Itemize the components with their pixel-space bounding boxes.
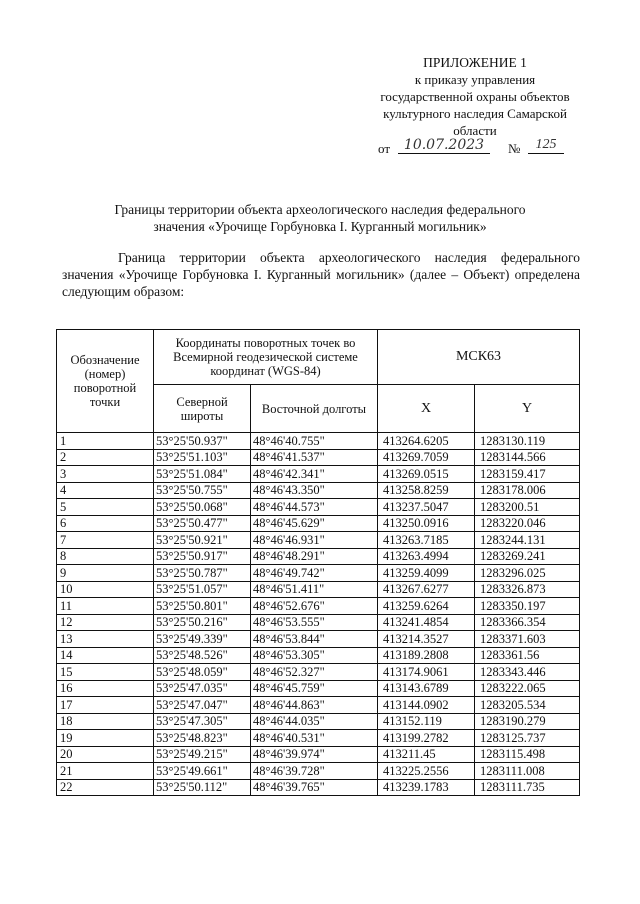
cell-x: 413237.5047	[378, 499, 475, 516]
cell-point-number: 16	[57, 680, 154, 697]
cell-longitude: 48°46'53.844"	[251, 631, 378, 648]
cell-x: 413267.6277	[378, 581, 475, 598]
cell-point-number: 22	[57, 779, 154, 796]
cell-longitude: 48°46'40.755"	[251, 433, 378, 450]
cell-point-number: 19	[57, 730, 154, 747]
cell-y: 1283111.008	[475, 763, 580, 780]
cell-longitude: 48°46'41.537"	[251, 449, 378, 466]
cell-longitude: 48°46'44.863"	[251, 697, 378, 714]
cell-latitude: 53°25'49.339"	[154, 631, 251, 648]
table-row	[57, 433, 580, 450]
cell-latitude: 53°25'50.921"	[154, 532, 251, 549]
cell-x: 413263.7185	[378, 532, 475, 549]
cell-longitude: 48°46'45.759"	[251, 680, 378, 697]
cell-point-number: 14	[57, 647, 154, 664]
cell-y: 1283296.025	[475, 565, 580, 582]
cell-longitude: 48°46'52.327"	[251, 664, 378, 681]
appendix-line-4: области	[453, 123, 497, 138]
cell-y: 1283222.065	[475, 680, 580, 697]
table-row	[57, 763, 580, 780]
order-number: 125	[528, 137, 564, 154]
cell-y: 1283371.603	[475, 631, 580, 648]
intro-paragraph: Граница территории объекта археологического наследия федерального значения «Урочище Горбуновка I. Курганный могильник» (далее – Объект) определена следующим образом:	[62, 250, 580, 299]
table-row	[57, 697, 580, 714]
cell-y: 1283350.197	[475, 598, 580, 615]
appendix-title: ПРИЛОЖЕНИЕ 1	[423, 55, 527, 70]
cell-y: 1283190.279	[475, 713, 580, 730]
cell-x: 413211.45	[378, 746, 475, 763]
cell-y: 1283159.417	[475, 466, 580, 483]
cell-longitude: 48°46'40.531"	[251, 730, 378, 747]
cell-x: 413152.119	[378, 713, 475, 730]
document-heading	[70, 201, 570, 235]
cell-y: 1283178.006	[475, 482, 580, 499]
cell-latitude: 53°25'50.755"	[154, 482, 251, 499]
cell-longitude: 48°46'51.411"	[251, 581, 378, 598]
cell-y: 1283366.354	[475, 614, 580, 631]
table-row	[57, 713, 580, 730]
cell-longitude: 48°46'46.931"	[251, 532, 378, 549]
cell-x: 413214.3527	[378, 631, 475, 648]
cell-point-number: 11	[57, 598, 154, 615]
cell-point-number: 6	[57, 515, 154, 532]
cell-point-number: 12	[57, 614, 154, 631]
table-row	[57, 565, 580, 582]
header-wgs: Координаты поворотных точек во Всемирной геодезической системе координат (WGS-84)	[154, 330, 378, 385]
cell-y: 1283125.737	[475, 730, 580, 747]
cell-x: 413239.1783	[378, 779, 475, 796]
cell-longitude: 48°46'48.291"	[251, 548, 378, 565]
cell-point-number: 20	[57, 746, 154, 763]
cell-latitude: 53°25'49.661"	[154, 763, 251, 780]
cell-x: 413259.6264	[378, 598, 475, 615]
cell-x: 413259.4099	[378, 565, 475, 582]
cell-point-number: 1	[57, 433, 154, 450]
cell-latitude: 53°25'50.477"	[154, 515, 251, 532]
cell-y: 1283205.534	[475, 697, 580, 714]
cell-x: 413258.8259	[378, 482, 475, 499]
cell-y: 1283200.51	[475, 499, 580, 516]
cell-latitude: 53°25'48.823"	[154, 730, 251, 747]
cell-x: 413143.6789	[378, 680, 475, 697]
table-row	[57, 581, 580, 598]
header-latitude: Северной широты	[154, 385, 251, 433]
cell-x: 413269.7059	[378, 449, 475, 466]
cell-latitude: 53°25'48.526"	[154, 647, 251, 664]
table-row	[57, 647, 580, 664]
cell-longitude: 48°46'45.629"	[251, 515, 378, 532]
cell-point-number: 17	[57, 697, 154, 714]
cell-longitude: 48°46'52.676"	[251, 598, 378, 615]
table-row	[57, 779, 580, 796]
cell-point-number: 15	[57, 664, 154, 681]
cell-y: 1283244.131	[475, 532, 580, 549]
cell-point-number: 13	[57, 631, 154, 648]
header-y: Y	[475, 385, 580, 433]
cell-latitude: 53°25'49.215"	[154, 746, 251, 763]
cell-longitude: 48°46'39.974"	[251, 746, 378, 763]
cell-longitude: 48°46'39.765"	[251, 779, 378, 796]
order-date-number	[378, 139, 578, 159]
cell-x: 413263.4994	[378, 548, 475, 565]
cell-point-number: 7	[57, 532, 154, 549]
header-x: X	[378, 385, 475, 433]
cell-longitude: 48°46'39.728"	[251, 763, 378, 780]
table-row	[57, 466, 580, 483]
cell-point-number: 9	[57, 565, 154, 582]
cell-y: 1283326.873	[475, 581, 580, 598]
cell-x: 413225.2556	[378, 763, 475, 780]
cell-latitude: 53°25'51.103"	[154, 449, 251, 466]
cell-latitude: 53°25'50.801"	[154, 598, 251, 615]
cell-latitude: 53°25'47.305"	[154, 713, 251, 730]
cell-latitude: 53°25'50.787"	[154, 565, 251, 582]
cell-point-number: 21	[57, 763, 154, 780]
cell-point-number: 5	[57, 499, 154, 516]
number-label: №	[508, 141, 521, 156]
cell-y: 1283130.119	[475, 433, 580, 450]
cell-y: 1283343.446	[475, 664, 580, 681]
header-longitude: Восточной долготы	[251, 385, 378, 433]
cell-longitude: 48°46'43.350"	[251, 482, 378, 499]
cell-latitude: 53°25'51.057"	[154, 581, 251, 598]
appendix-line-2: государственной охраны объектов	[380, 89, 570, 104]
cell-y: 1283220.046	[475, 515, 580, 532]
from-label: от	[378, 141, 391, 156]
table-row	[57, 548, 580, 565]
appendix-line-1: к приказу управления	[414, 72, 536, 87]
cell-latitude: 53°25'50.112"	[154, 779, 251, 796]
table-row	[57, 631, 580, 648]
cell-point-number: 3	[57, 466, 154, 483]
cell-latitude: 53°25'50.937"	[154, 433, 251, 450]
cell-x: 413241.4854	[378, 614, 475, 631]
cell-longitude: 48°46'42.341"	[251, 466, 378, 483]
cell-x: 413269.0515	[378, 466, 475, 483]
table-row	[57, 449, 580, 466]
cell-point-number: 4	[57, 482, 154, 499]
cell-y: 1283144.566	[475, 449, 580, 466]
cell-longitude: 48°46'53.305"	[251, 647, 378, 664]
cell-x: 413144.0902	[378, 697, 475, 714]
table-row	[57, 482, 580, 499]
coordinates-table	[56, 329, 580, 796]
table-row	[57, 532, 580, 549]
heading-line-2: значения «Урочище Горбуновка I. Курганный могильник»	[153, 219, 487, 234]
appendix-line-3: культурного наследия Самарской	[383, 106, 567, 121]
cell-latitude: 53°25'50.216"	[154, 614, 251, 631]
cell-longitude: 48°46'44.035"	[251, 713, 378, 730]
heading-line-1: Границы территории объекта археологического наследия федерального	[114, 202, 526, 217]
cell-x: 413250.0916	[378, 515, 475, 532]
table-row	[57, 499, 580, 516]
cell-longitude: 48°46'53.555"	[251, 614, 378, 631]
table-row	[57, 746, 580, 763]
cell-longitude: 48°46'49.742"	[251, 565, 378, 582]
cell-point-number: 2	[57, 449, 154, 466]
cell-latitude: 53°25'51.084"	[154, 466, 251, 483]
table-row	[57, 730, 580, 747]
order-date: 10.07.2023	[398, 137, 490, 154]
table-body	[57, 433, 580, 796]
cell-point-number: 10	[57, 581, 154, 598]
cell-y: 1283111.735	[475, 779, 580, 796]
cell-y: 1283361.56	[475, 647, 580, 664]
cell-longitude: 48°46'44.573"	[251, 499, 378, 516]
cell-y: 1283269.241	[475, 548, 580, 565]
appendix-header	[360, 54, 590, 139]
header-msk: МСК63	[378, 330, 580, 385]
cell-latitude: 53°25'48.059"	[154, 664, 251, 681]
cell-latitude: 53°25'50.917"	[154, 548, 251, 565]
cell-x: 413189.2808	[378, 647, 475, 664]
table-row	[57, 664, 580, 681]
cell-point-number: 8	[57, 548, 154, 565]
cell-latitude: 53°25'47.047"	[154, 697, 251, 714]
cell-x: 413174.9061	[378, 664, 475, 681]
table-row	[57, 614, 580, 631]
table-row	[57, 515, 580, 532]
cell-x: 413199.2782	[378, 730, 475, 747]
cell-latitude: 53°25'47.035"	[154, 680, 251, 697]
cell-point-number: 18	[57, 713, 154, 730]
cell-x: 413264.6205	[378, 433, 475, 450]
cell-y: 1283115.498	[475, 746, 580, 763]
header-point: Обозначение (номер) поворотной точки	[57, 330, 154, 433]
cell-latitude: 53°25'50.068"	[154, 499, 251, 516]
table-row	[57, 598, 580, 615]
table-row	[57, 680, 580, 697]
